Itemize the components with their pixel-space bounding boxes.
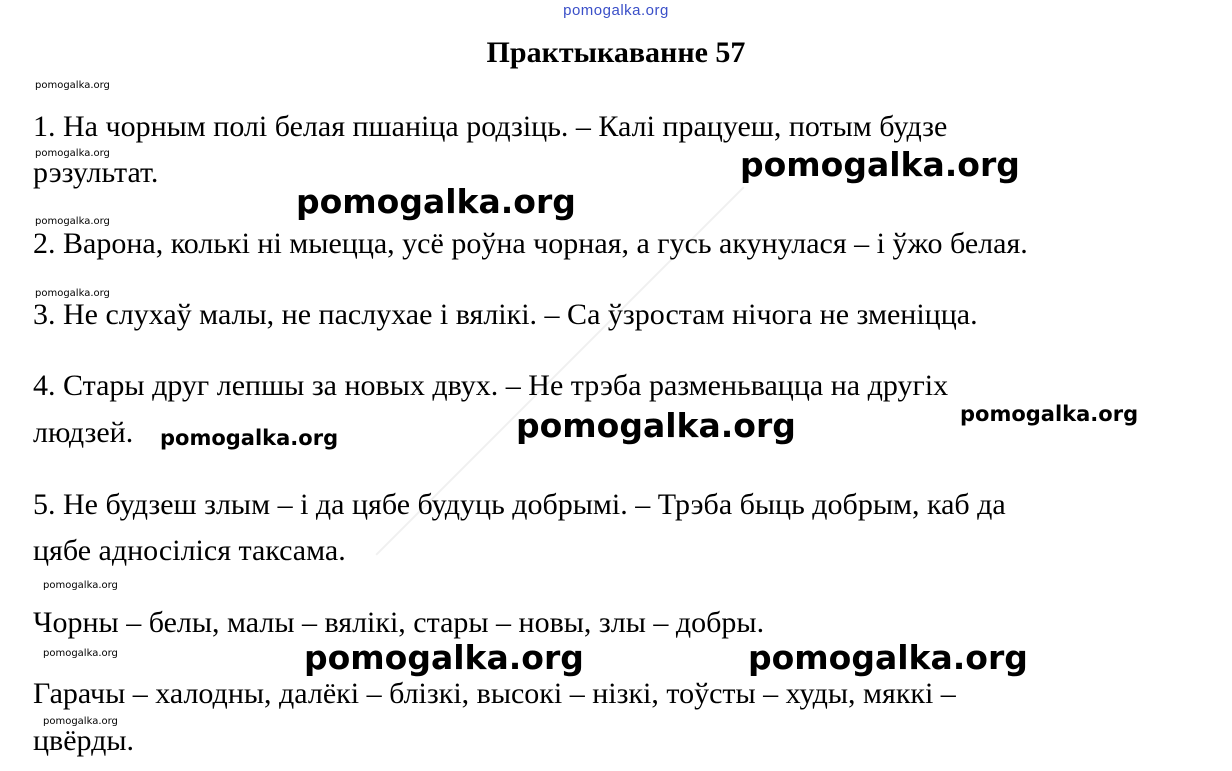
watermark-small: pomogalka.org	[35, 148, 110, 159]
watermark-small: pomogalka.org	[43, 716, 118, 727]
watermark-small: pomogalka.org	[35, 216, 110, 227]
watermark-large: pomogalka.org	[740, 145, 1020, 184]
watermark-large: pomogalka.org	[516, 406, 796, 445]
text-line: Гарачы – халодны, далёкі – блізкі, высокі – нізкі, тоўсты – худы, мяккі –	[33, 677, 956, 710]
text-line: 4. Стары друг лепшы за новых двух. – Не трэба разменьвацца на другіх	[33, 369, 949, 402]
text-line: 5. Не будзеш злым – і да цябе будуць добрымі. – Трэба быць добрым, каб да	[33, 488, 1006, 521]
watermark-large: pomogalka.org	[748, 638, 1028, 677]
text-line: людзей.	[33, 416, 134, 449]
watermark-small: pomogalka.org	[35, 80, 110, 91]
text-line: 2. Варона, колькі ні мыецца, усё роўна чорная, а гусь акунулася – і ўжо белая.	[33, 227, 1028, 260]
site-watermark-top: pomogalka.org	[563, 2, 669, 19]
text-line: Чорны – белы, малы – вялікі, стары – новы, злы – добры.	[33, 606, 765, 639]
watermark-medium: pomogalka.org	[160, 426, 339, 450]
watermark-large: pomogalka.org	[304, 638, 584, 677]
watermark-medium: pomogalka.org	[960, 402, 1139, 426]
text-line: 3. Не слухаў малы, не паслухае і вялікі. – Са ўзростам нічога не зменіцца.	[33, 298, 978, 331]
watermark-small: pomogalka.org	[43, 648, 118, 659]
text-line: 1. На чорным полі белая пшаніца родзіць. – Калі працуеш, потым будзе	[33, 110, 948, 143]
watermark-large: pomogalka.org	[296, 182, 576, 221]
watermark-small: pomogalka.org	[35, 288, 110, 299]
watermark-small: pomogalka.org	[43, 580, 118, 591]
text-line: цябе адносіліся таксама.	[33, 534, 346, 567]
page-title: Практыкаванне 57	[486, 36, 746, 69]
text-line: цвёрды.	[33, 724, 135, 757]
text-line: рэзультат.	[33, 156, 159, 189]
